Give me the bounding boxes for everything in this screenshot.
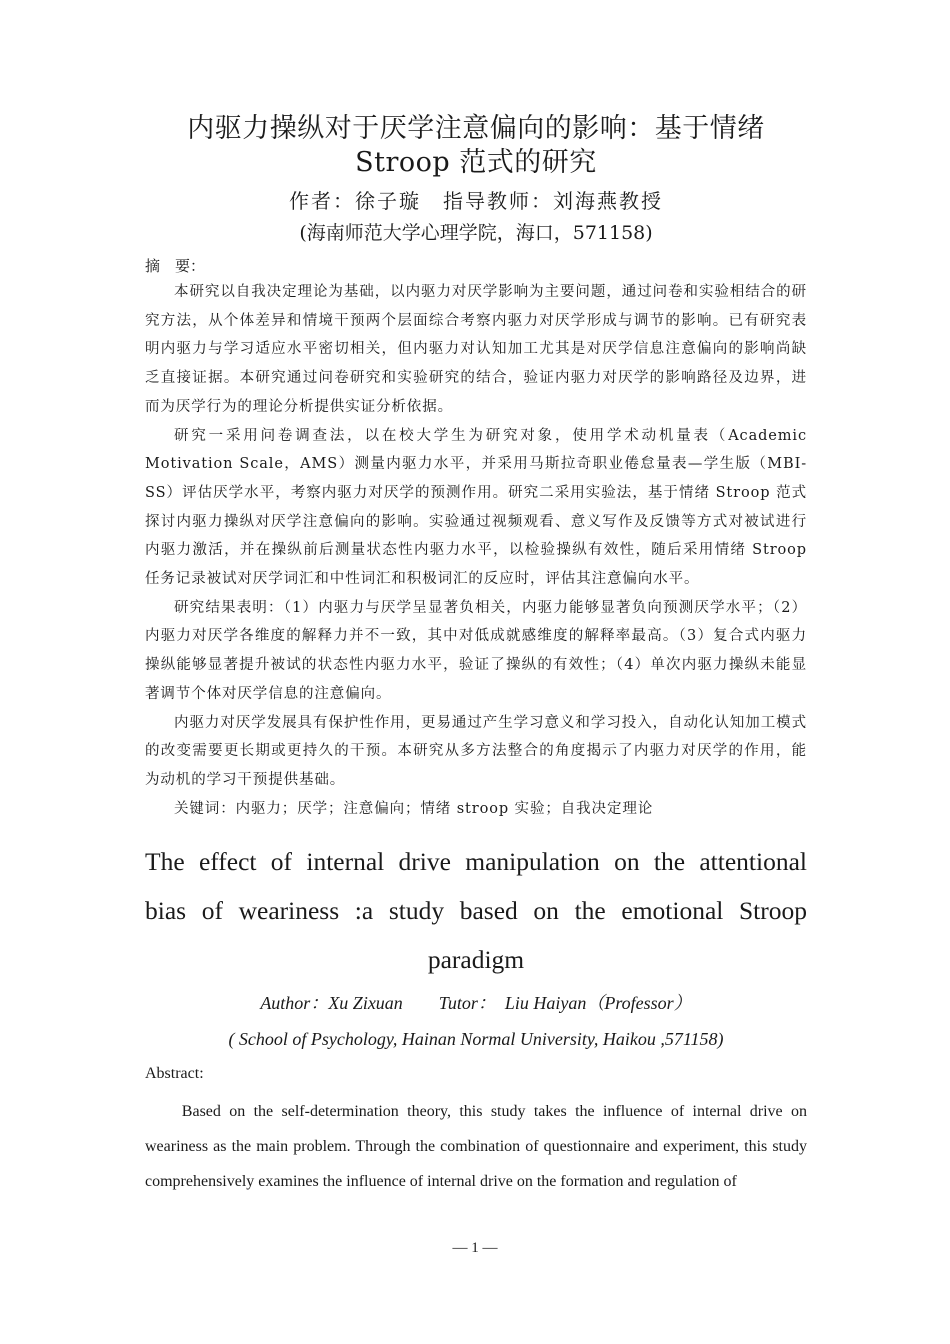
english-abstract-heading: Abstract: bbox=[145, 1064, 204, 1082]
english-abstract-para: Based on the self-determination theory, this study takes the influence of internal drive on weariness as the main problem. Through the combination of questionnaire and experiment, this study comprehensively examines the influence of internal drive on the formation and regulation of bbox=[145, 1102, 807, 1190]
chinese-title-line2: Stroop 范式的研究 bbox=[355, 147, 597, 178]
chinese-keywords: 关键词：内驱力；厌学；注意偏向；情绪 stroop 实验；自我决定理论 bbox=[174, 800, 654, 817]
english-affiliation: ( School of Psychology, Hainan Normal University, Haikou ,571158) bbox=[228, 1028, 724, 1049]
chinese-author-line: 作者：徐子璇 指导教师：刘海燕教授 bbox=[289, 189, 663, 213]
chinese-abstract-para-3: 研究结果表明：（1）内驱力与厌学呈显著负相关，内驱力能够显著负向预测厌学水平；（2）内驱力对厌学各维度的解释力并不一致，其中对低成就感维度的解释率最高。（3）复合式内驱力操纵能够显著提升被试的状态性内驱力水平，验证了操纵的有效性；（4）单次内驱力操纵未能显著调节个体对厌学信息的注意偏向。 bbox=[145, 599, 807, 702]
chinese-abstract-para-2: 研究一采用问卷调查法，以在校大学生为研究对象，使用学术动机量表（Academic Motivation Scale，AMS）测量内驱力水平，并采用马斯拉奇职业倦怠量表—学生版（MBI-SS）评估厌学水平，考察内驱力对厌学的预测作用。研究二采用实验法，基于情绪 Stroop 范式探讨内驱力操纵对厌学注意偏向的影响。实验通过视频观看、意义写作及反馈等方式对被试进行内驱力激活，并在操纵前后测量状态性内驱力水平，以检验操纵有效性，随后采用情绪 Stroop 任务记录被试对厌学词汇和中性词汇和积极词汇的反应时，评估其注意偏向水平。 bbox=[145, 427, 807, 588]
chinese-abstract-para-4: 内驱力对厌学发展具有保护性作用，更易通过产生学习意义和学习投入，自动化认知加工模式的改变需要更长期或更持久的干预。本研究从多方法整合的角度揭示了内驱力对厌学的作用，能为动机的学习干预提供基础。 bbox=[145, 714, 807, 788]
english-author-line: Author：Xu Zixuan Tutor： Liu Haiyan（Professor） bbox=[260, 992, 692, 1013]
chinese-abstract-para-1: 本研究以自我决定理论为基础，以内驱力对厌学影响为主要问题，通过问卷和实验相结合的研究方法，从个体差异和情境干预两个层面综合考察内驱力对厌学形成与调节的影响。已有研究表明内驱力与学习适应水平密切相关，但内驱力对认知加工尤其是对厌学信息注意偏向的影响尚缺乏直接证据。本研究通过问卷研究和实验研究的结合，验证内驱力对厌学的影响路径及边界，进而为厌学行为的理论分析提供实证分析依据。 bbox=[145, 284, 807, 415]
chinese-title bbox=[145, 112, 807, 180]
page-number: — 1 — bbox=[452, 1240, 498, 1256]
chinese-abstract-heading: 摘 要： bbox=[145, 257, 206, 275]
chinese-affiliation: (海南师范大学心理学院，海口，571158) bbox=[299, 222, 653, 244]
english-title: The effect of internal drive manipulation on the attentional bias of weariness :a study based on the emotional Stroop paradigm bbox=[145, 846, 807, 974]
chinese-title-line1: 内驱力操纵对于厌学注意偏向的影响：基于情绪 bbox=[187, 113, 765, 144]
paper-page bbox=[145, 112, 807, 1199]
